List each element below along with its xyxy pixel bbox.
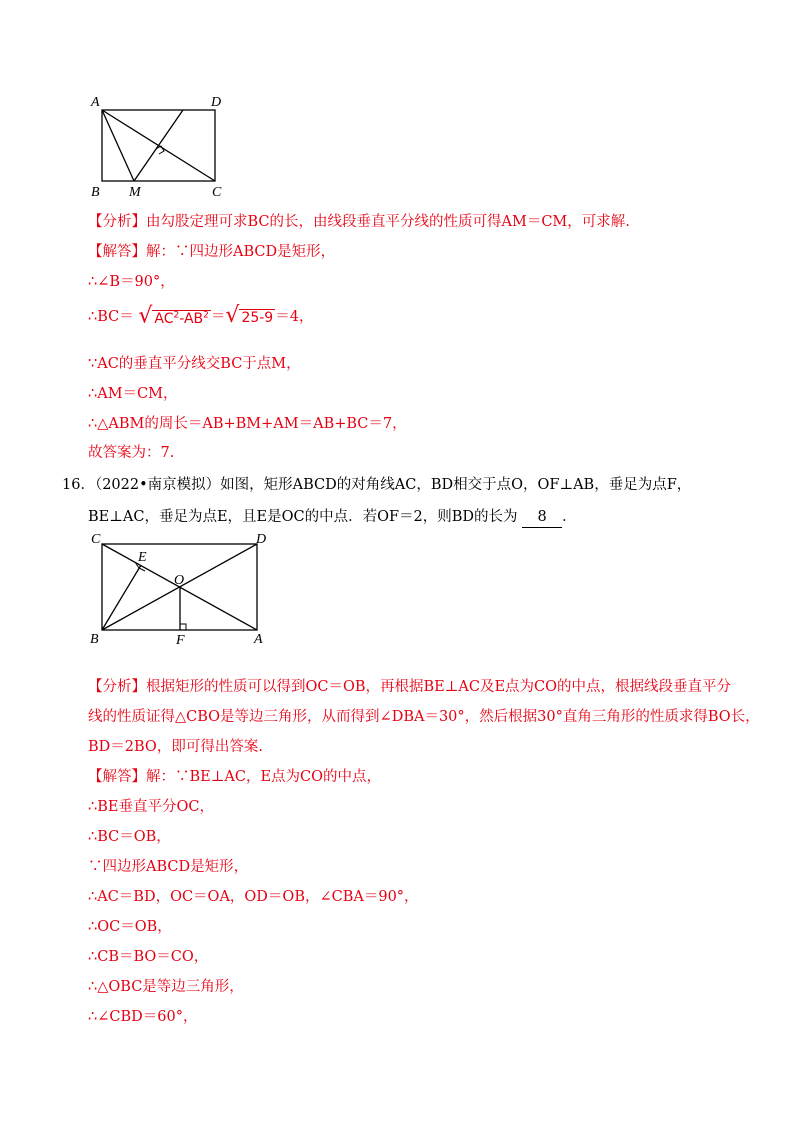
q15-step2: ∴BC＝ √ $AC^2-AB^2$ ＝√ 25-9 ＝4， [88,302,314,329]
q16-step: ∴BE垂直平分OC， [88,799,214,815]
right-angle-mark-f [180,624,186,630]
q15-step5: ∴△ABM的周长＝AB+BM+AM＝AB+BC＝7， [88,416,407,432]
q16-answer-blank: 8 [522,507,562,528]
q16-step: ∴BC＝OB， [88,829,171,845]
q15-analysis: 【分析】由勾股定理可求BC的长，由线段垂直平分线的性质可得AM＝CM，可求解. [88,214,630,230]
q16-step: ∴△OBC是等边三角形， [88,979,244,995]
label-c: C [91,532,101,547]
label-f: F [176,633,185,648]
q16-step: ∴AC＝BD，OC＝OA，OD＝OB，∠CBA＝90°， [88,889,419,905]
q15-final: 故答案为：7. [88,445,175,461]
q15-step4: ∴AM＝CM， [88,386,178,402]
label-a: A [254,632,263,647]
label-b: B [90,632,99,647]
q15-step1: ∴∠B＝90°， [88,274,175,290]
figure-rectangle-abcd-m [85,90,230,200]
label-a: A [91,95,100,110]
label-e: E [138,550,147,565]
label-c: C [212,185,222,200]
q16-answer-intro: 【解答】解：∵BE⊥AC，E点为CO的中点， [88,769,382,785]
q16-analysis-line2: 线的性质证得△CBO是等边三角形，从而得到∠DBA＝30°，然后根据30°直角三角形的性质求得BO长， [88,709,760,725]
label-m: M [129,185,141,200]
q16-step: ∴∠CBD＝60°， [88,1009,198,1025]
q16-step: ∵四边形ABCD是矩形， [88,859,249,875]
q16-step: ∴CB＝BO＝CO， [88,949,209,965]
q15-step3: ∵AC的垂直平分线交BC于点M， [88,356,301,372]
label-d: D [256,532,267,547]
label-b: B [91,185,100,200]
label-d: D [211,95,222,110]
q16-step: ∴OC＝OB， [88,919,172,935]
perpendicular-bisector [134,110,183,181]
figure-rectangle-abcd-o [85,528,275,648]
label-o: O [174,573,185,588]
q16-analysis-line1: 【分析】根据矩形的性质可以得到OC＝OB，再根据BE⊥AC及E点为CO的中点，根据线段垂直平分 [88,679,732,695]
q16-question-line1: 16．（2022•南京模拟）如图，矩形ABCD的对角线AC，BD相交于点O，OF⊥AB，垂足为点F， [62,477,692,493]
q16-analysis-line3: BD＝2BO，即可得出答案. [88,739,263,755]
q15-answer-intro: 【解答】解：∵四边形ABCD是矩形， [88,244,336,260]
q16-question-line2: BE⊥AC，垂足为点E，且E是OC的中点．若OF＝2，则BD的长为 8 ． [88,507,577,528]
segment-be [102,565,141,630]
